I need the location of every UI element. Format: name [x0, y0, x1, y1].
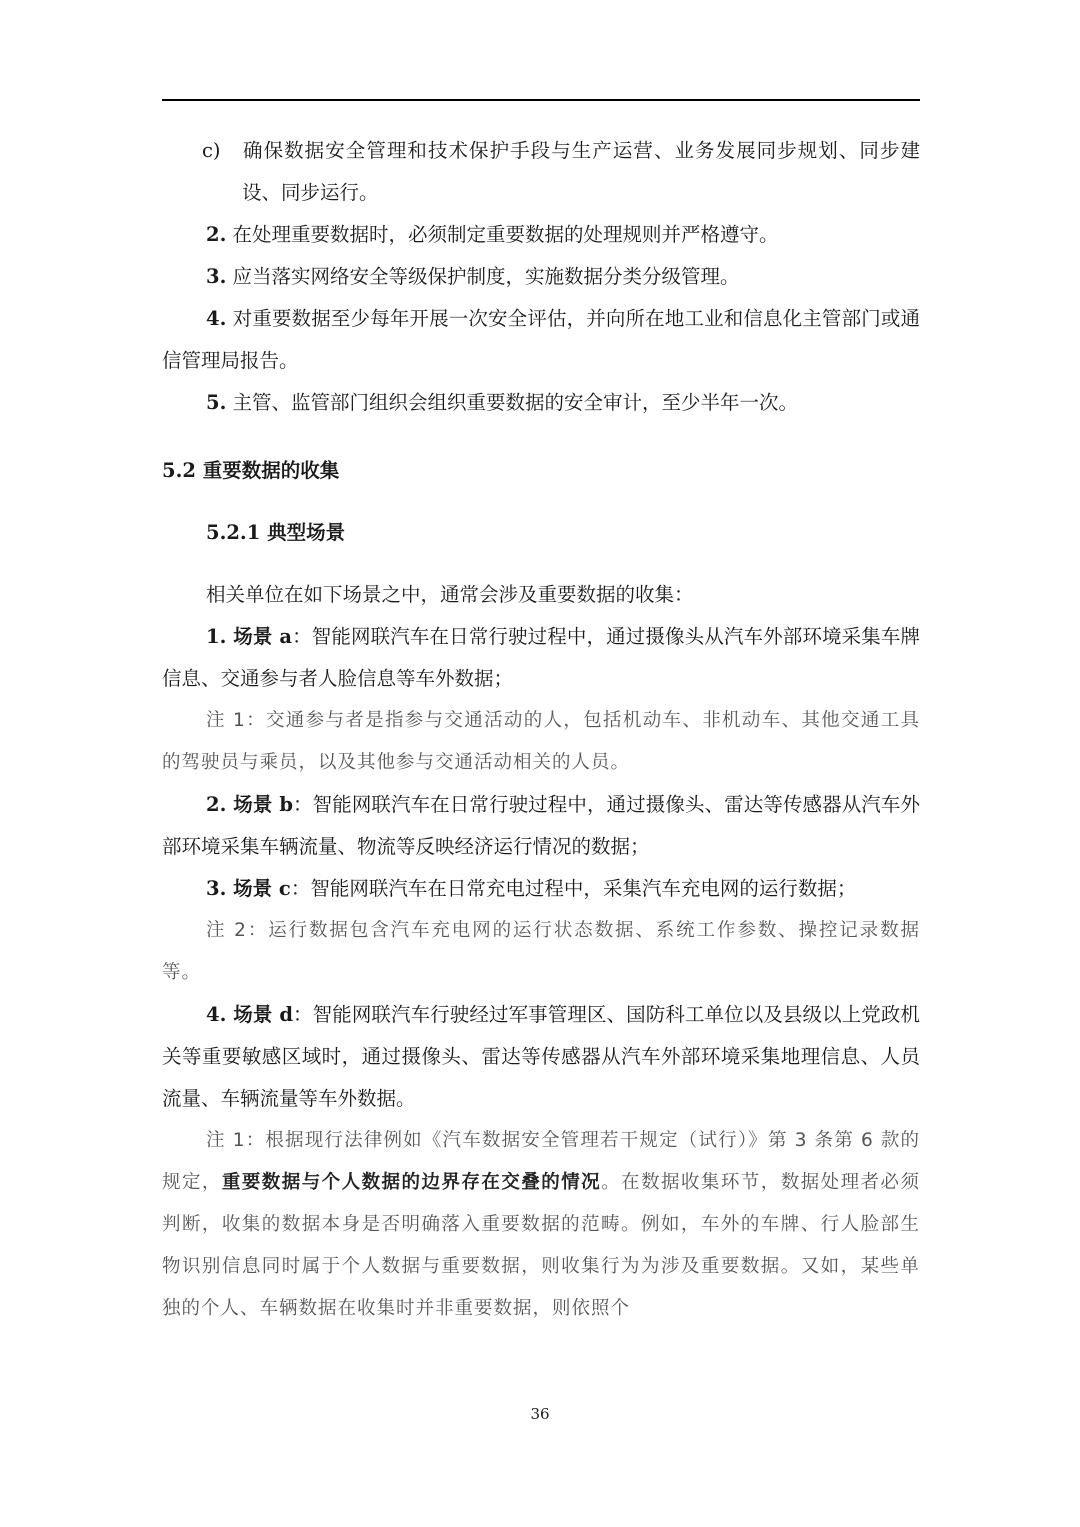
item-text: 主管、监管部门组织会组织重要数据的安全审计，至少半年一次。 [226, 391, 799, 414]
scenario-text: ：智能网联汽车行驶经过军事管理区、国防科工单位以及县级以上党政机关等重要敏感区域时，通过摄像头、雷达等传感器从汽车外部环境采集地理信息、人员流量、车辆流量等车外数据。 [162, 1003, 920, 1110]
note-a: 注 1：交通参与者是指参与交通活动的人，包括机动车、非机动车、其他交通工具的驾驶员与乘员，以及其他参与交通活动相关的人员。 [162, 710, 920, 773]
section-heading: 5.2 重要数据的收集 [162, 459, 340, 482]
scenario-b [162, 784, 920, 868]
scenario-d [162, 994, 920, 1120]
scenario-label: 3. 场景 c [206, 877, 291, 900]
item-text: 应当落实网络安全等级保护制度，实施数据分类分级管理。 [226, 265, 740, 288]
list-item-3 [162, 256, 920, 298]
list-item-5 [162, 382, 920, 424]
scenario-text: ：智能网联汽车在日常行驶过程中，通过摄像头从汽车外部环境采集车牌信息、交通参与者人脸信息等车外数据； [162, 625, 920, 690]
item-number: 3. [206, 265, 227, 288]
item-number: 5. [206, 391, 227, 414]
subsection-heading: 5.2.1 典型场景 [206, 521, 346, 544]
scenario-a [162, 616, 920, 700]
final-note-post: 。在数据收集环节，数据处理者必须判断，收集的数据本身是否明确落入重要数据的范畴。例如，车外的车牌、行人脸部生物识别信息同时属于个人数据与重要数据，则收集行为为涉及重要数据。又如，某些单独的个人、车辆数据在收集时并非重要数据，则依照个 [162, 1172, 920, 1319]
document-body [162, 130, 920, 1330]
intro-paragraph: 相关单位在如下场景之中，通常会涉及重要数据的收集： [206, 583, 694, 606]
list-item-4 [162, 298, 920, 382]
list-item-text: 确保数据安全管理和技术保护手段与生产运营、业务发展同步规划、同步建设、同步运行。 [242, 139, 920, 204]
scenario-label: 4. 场景 d [206, 1003, 293, 1026]
final-note [162, 1120, 920, 1330]
scenario-c [162, 868, 920, 910]
final-note-pre: 注 1：根据现行法律例如《汽车数据安全管理若干规定（试行）》第 3 条第 6 款的规定， [162, 1130, 920, 1193]
item-number: 4. [206, 307, 227, 330]
item-text: 在处理重要数据时，必须制定重要数据的处理规则并严格遵守。 [226, 223, 779, 246]
item-number: 2. [206, 223, 227, 246]
list-item-c [162, 130, 920, 214]
scenario-text: ：智能网联汽车在日常行驶过程中，通过摄像头、雷达等传感器从汽车外部环境采集车辆流量、物流等反映经济运行情况的数据； [162, 793, 920, 858]
header-rule [162, 99, 920, 101]
list-marker: c) [202, 139, 221, 162]
scenario-label: 2. 场景 b [206, 793, 293, 816]
final-note-emphasis: 重要数据与个人数据的边界存在交叠的情况 [221, 1172, 602, 1193]
item-text: 对重要数据至少每年开展一次安全评估，并向所在地工业和信息化主管部门或通信管理局报告。 [162, 307, 920, 372]
scenario-text: ：智能网联汽车在日常充电过程中，采集汽车充电网的运行数据； [290, 877, 857, 900]
note-c: 注 2：运行数据包含汽车充电网的运行状态数据、系统工作参数、操控记录数据等。 [162, 920, 920, 983]
list-item-2 [162, 214, 920, 256]
page-number: 36 [530, 1405, 550, 1423]
scenario-label: 1. 场景 a [206, 625, 293, 648]
